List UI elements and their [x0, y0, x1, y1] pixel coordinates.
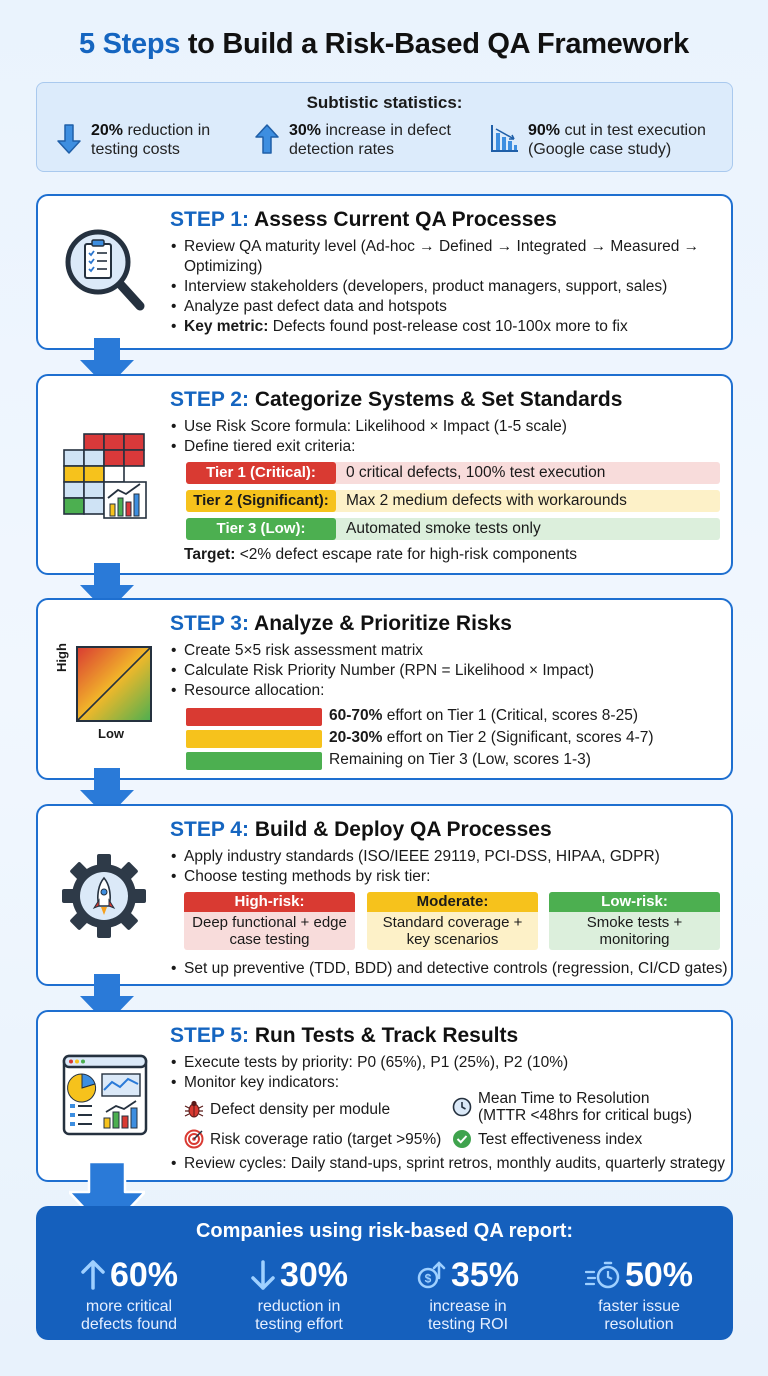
tier-description: Max 2 medium defects with workarounds: [346, 492, 627, 509]
footer-stat-value: 30%: [279, 1255, 349, 1294]
footer-stat-label: [554, 1298, 724, 1334]
footer-stat-value-row: [44, 1254, 214, 1296]
label-line: reduction in: [257, 1298, 341, 1315]
label-line: resolution: [604, 1316, 674, 1333]
stat-item-detection: [253, 121, 451, 159]
step-number: STEP 1:: [170, 208, 249, 231]
indicator-text: Risk coverage ratio (target >95%): [210, 1130, 442, 1148]
list-item: • Review cycles: Daily stand-ups, sprint retros, monthly audits, quarterly strategy: [170, 1154, 725, 1174]
step-4-bullets: [170, 847, 660, 887]
step-2-bullets: [170, 417, 567, 457]
step-2-title: [170, 388, 622, 412]
key-metric-text: Defects found post-release cost 10-100x more to fix: [268, 318, 628, 335]
target-line: [184, 546, 577, 564]
check-circle-icon: [452, 1129, 472, 1149]
step-heading: Analyze & Prioritize Risks: [248, 612, 512, 635]
target-label: Target:: [184, 546, 236, 563]
tier-2-row: [186, 490, 720, 512]
list-item: • Calculate Risk Priority Number (RPN = Likelihood × Impact): [170, 661, 594, 681]
svg-text:$: $: [424, 1271, 432, 1286]
method-low-risk: [549, 892, 720, 950]
stat-item-execution: [490, 121, 706, 159]
label-line: increase in: [429, 1298, 507, 1315]
allocation-desc: effort on Tier 2 (Significant, scores 4-7): [382, 729, 654, 746]
stat-text: (Google case study): [528, 141, 672, 158]
footer-stat-effort: [214, 1254, 384, 1334]
footer-stat-label: [383, 1298, 553, 1334]
list-item: • Analyze past defect data and hotspots: [170, 297, 699, 317]
step-heading: Run Tests & Track Results: [248, 1024, 519, 1047]
arrow-up-icon: [253, 123, 281, 155]
footer-stat-label: [214, 1298, 384, 1334]
list-item: • Define tiered exit criteria:: [170, 437, 567, 457]
step-3-card: [36, 598, 733, 780]
statistics-heading: Subtistic statistics:: [306, 93, 463, 112]
step-5-title: [170, 1024, 518, 1048]
step-2-card: [36, 374, 733, 575]
bug-icon: [184, 1099, 204, 1119]
footer-heading: Companies using risk-based QA report:: [195, 1220, 574, 1242]
indicator-defect-density: [184, 1099, 390, 1119]
allocation-text-tier-1: [329, 707, 638, 725]
allocation-desc: Remaining on Tier 3 (Low, scores 1-3): [329, 751, 591, 768]
footer-stat-resolution: [554, 1254, 724, 1334]
label-line: testing effort: [255, 1316, 343, 1333]
step-number: STEP 2:: [170, 388, 249, 411]
footer-stat-defects: [44, 1254, 214, 1334]
step-heading: Build & Deploy QA Processes: [248, 818, 552, 841]
dashboard-icon: [62, 1054, 148, 1136]
step-5-bullets: [170, 1053, 568, 1093]
tier-description: Automated smoke tests only: [346, 520, 541, 537]
label-line: more critical: [85, 1298, 173, 1315]
tier-label: Tier 3 (Low):: [186, 518, 336, 540]
indicator-mttr: [452, 1090, 692, 1124]
axis-label-high: High: [54, 643, 69, 672]
stat-value: 90%: [528, 122, 561, 139]
stat-value: 20%: [91, 122, 124, 139]
method-line: Deep functional + edge: [192, 914, 347, 931]
indicator-effectiveness: [452, 1129, 642, 1149]
method-body: [184, 912, 355, 948]
tier-label: Tier 2 (Significant):: [186, 490, 336, 512]
step-number: STEP 3:: [170, 612, 249, 635]
step-number: STEP 4:: [170, 818, 249, 841]
list-item: • Choose testing methods by risk tier:: [170, 867, 660, 887]
method-line: monitoring: [599, 931, 670, 948]
axis-label-low: Low: [98, 726, 124, 741]
allocation-value: 60-70%: [329, 707, 383, 724]
footer-stat-value: 60%: [109, 1255, 179, 1294]
bullet-text-cont: Optimizing): [184, 258, 263, 275]
stat-text: detection rates: [289, 141, 394, 158]
method-line: case testing: [229, 931, 310, 948]
magnifier-clipboard-icon: [62, 224, 148, 316]
footer-stat-roi: [383, 1254, 553, 1334]
method-line: key scenarios: [406, 931, 499, 948]
list-item: • Set up preventive (TDD, BDD) and detective controls (regression, CI/CD gates): [170, 959, 728, 979]
title-accent: 5 Steps: [79, 28, 181, 60]
step-4-title: [170, 818, 552, 842]
indicator-text: Test effectiveness index: [478, 1130, 643, 1148]
footer-stat-value-row: [554, 1254, 724, 1296]
allocation-value: 20-30%: [329, 729, 383, 746]
stat-text: reduction in: [123, 122, 211, 139]
indicator-line: Mean Time to Resolution: [478, 1090, 650, 1107]
arrow-down-icon: [55, 123, 83, 155]
arrow-up-icon: [80, 1260, 106, 1290]
list-item: • Monitor key indicators:: [170, 1073, 568, 1093]
stat-item-cost: [55, 121, 210, 159]
step-1-bullets: [170, 237, 699, 337]
key-metric-label: Key metric:: [184, 318, 269, 335]
statistics-panel: [36, 82, 733, 172]
list-item: [170, 237, 699, 277]
bar-chart-decline-icon: [490, 123, 520, 153]
stat-value: 30%: [289, 122, 322, 139]
allocation-text-tier-2: [329, 729, 654, 747]
indicator-risk-coverage: [184, 1129, 441, 1149]
allocation-text-tier-3: [329, 751, 591, 769]
target-text: <2% defect escape rate for high-risk components: [235, 546, 578, 563]
list-item: • Resource allocation:: [170, 681, 594, 701]
tier-description: 0 critical defects, 100% test execution: [346, 464, 606, 481]
footer-stat-value: 50%: [624, 1255, 694, 1294]
indicator-text: [478, 1090, 692, 1124]
step-heading: Categorize Systems & Set Standards: [248, 388, 623, 411]
list-item: • Create 5×5 risk assessment matrix: [170, 641, 594, 661]
allocation-desc: effort on Tier 1 (Critical, scores 8-25): [382, 707, 638, 724]
footer-stat-value-row: [383, 1254, 553, 1296]
step-number: STEP 5:: [170, 1024, 249, 1047]
step-3-title: [170, 612, 512, 636]
label-line: defects found: [80, 1316, 178, 1333]
gear-rocket-icon: [60, 852, 148, 940]
list-item: [170, 317, 699, 337]
stat-text: testing costs: [91, 141, 180, 158]
footer-stat-value: 35%: [450, 1255, 520, 1294]
method-body: [549, 912, 720, 948]
step-1-card: [36, 194, 733, 350]
indicator-line: (MTTR <48hrs for critical bugs): [478, 1107, 693, 1124]
step-3-bullets: [170, 641, 594, 701]
grid-chart-icon: [60, 432, 150, 520]
step-5-bullets-2: [170, 1154, 725, 1174]
method-line: Standard coverage +: [382, 914, 523, 931]
method-head: High-risk:: [184, 892, 355, 912]
method-body: [367, 912, 538, 948]
tier-label: Tier 1 (Critical):: [186, 462, 336, 484]
risk-heatmap-icon: [76, 646, 152, 722]
bullet-text: Review QA maturity level (Ad-hoc → Defined → Integrated → Measured →: [184, 238, 700, 255]
allocation-bar-tier-3: [186, 752, 322, 770]
step-heading: Assess Current QA Processes: [248, 208, 557, 231]
list-item: • Use Risk Score formula: Likelihood × Impact (1-5 scale): [170, 417, 567, 437]
tier-1-row: [186, 462, 720, 484]
title-rest: to Build a Risk-Based QA Framework: [180, 28, 689, 60]
allocation-bar-tier-1: [186, 708, 322, 726]
clock-icon: [452, 1097, 472, 1117]
method-head: Low-risk:: [549, 892, 720, 912]
tier-3-row: [186, 518, 720, 540]
stat-text: increase in defect: [321, 122, 451, 139]
step-4-card: [36, 804, 733, 986]
step-5-card: [36, 1010, 733, 1182]
target-icon: [184, 1129, 204, 1149]
step-1-title: [170, 208, 557, 232]
label-line: testing ROI: [427, 1316, 509, 1333]
results-footer: [36, 1206, 733, 1340]
list-item: • Execute tests by priority: P0 (65%), P1 (25%), P2 (10%): [170, 1053, 568, 1073]
footer-stat-value-row: [214, 1254, 384, 1296]
stopwatch-icon: [585, 1260, 621, 1290]
list-item: • Apply industry standards (ISO/IEEE 29119, PCI-DSS, HIPAA, GDPR): [170, 847, 660, 867]
list-item: • Interview stakeholders (developers, product managers, support, sales): [170, 277, 699, 297]
money-growth-icon: [417, 1260, 447, 1290]
allocation-bar-tier-2: [186, 730, 322, 748]
method-moderate: [367, 892, 538, 950]
footer-stat-label: [44, 1298, 214, 1334]
label-line: faster issue: [598, 1298, 680, 1315]
page-title: [0, 28, 768, 61]
method-high-risk: [184, 892, 355, 950]
step-4-bullets-2: [170, 959, 728, 979]
indicator-text: Defect density per module: [210, 1100, 391, 1118]
stat-text: cut in test execution: [560, 122, 706, 139]
method-line: Smoke tests +: [586, 914, 683, 931]
method-head: Moderate:: [367, 892, 538, 912]
arrow-down-icon: [250, 1260, 276, 1290]
